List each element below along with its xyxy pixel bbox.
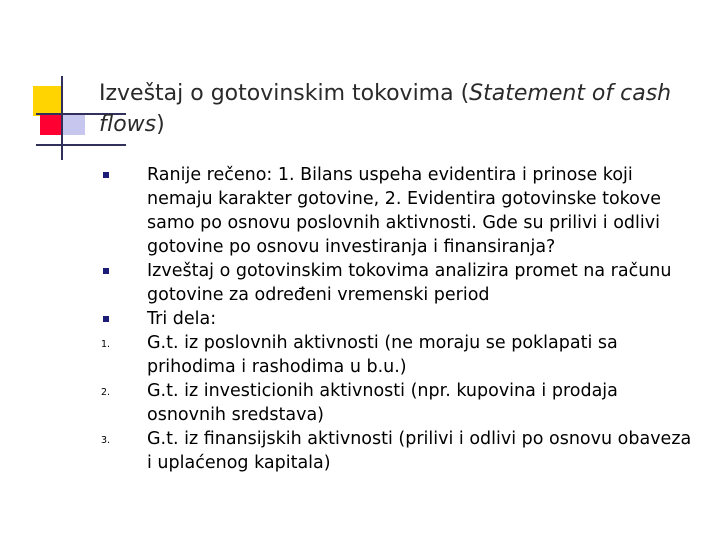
title-close-paren: ): [156, 112, 165, 137]
list-number: 3.: [101, 435, 111, 446]
list-item-text: G.t. iz poslovnih aktivnosti (ne moraju se poklapati sa prihodima i rashodima u b.u.): [147, 333, 618, 377]
title-italic-text: Statement of cash flows: [99, 81, 672, 137]
list-item-text: Tri dela:: [147, 309, 217, 329]
list-number: 2.: [101, 387, 111, 398]
list-item: [0, 379, 697, 427]
bullet-icon: [101, 307, 131, 331]
bullet-icon: [101, 163, 131, 187]
red-square: [40, 115, 62, 135]
list-item: [0, 307, 697, 331]
yellow-square: [33, 86, 62, 116]
list-item-text: Izveštaj o gotovinskim tokovima analizira promet na računu gotovine za određeni vremenski period: [147, 261, 672, 305]
slide-body: [0, 163, 720, 475]
blue-square: [63, 115, 85, 135]
list-item-text: Ranije rečeno: 1. Bilans uspeha evidentira i prinose koji nemaju karakter gotovine, 2. Evidentira gotovinske tokove samo po osnovu poslovnih aktivnosti. Gde su prilivi i odlivi gotovine po osnovu investiranja i finansiranja?: [147, 165, 661, 257]
list-item-text: G.t. iz finansijskih aktivnosti (prilivi i odlivi po osnovu obaveza i uplaćenog kapitala): [147, 429, 692, 473]
list-item-text: G.t. iz investicionih aktivnosti (npr. kupovina i prodaja osnovnih sredstava): [147, 381, 618, 425]
list-number: 1.: [101, 339, 111, 350]
title-text: Izveštaj o gotovinskim tokovima (: [99, 81, 470, 106]
list-item: [0, 331, 697, 379]
list-item: [0, 427, 697, 475]
vertical-line: [61, 76, 63, 160]
list-item: [0, 163, 697, 259]
slide-title: [99, 78, 689, 140]
list-item: [0, 259, 697, 307]
horizontal-line-bottom: [36, 144, 126, 146]
bullet-icon: [101, 259, 131, 283]
